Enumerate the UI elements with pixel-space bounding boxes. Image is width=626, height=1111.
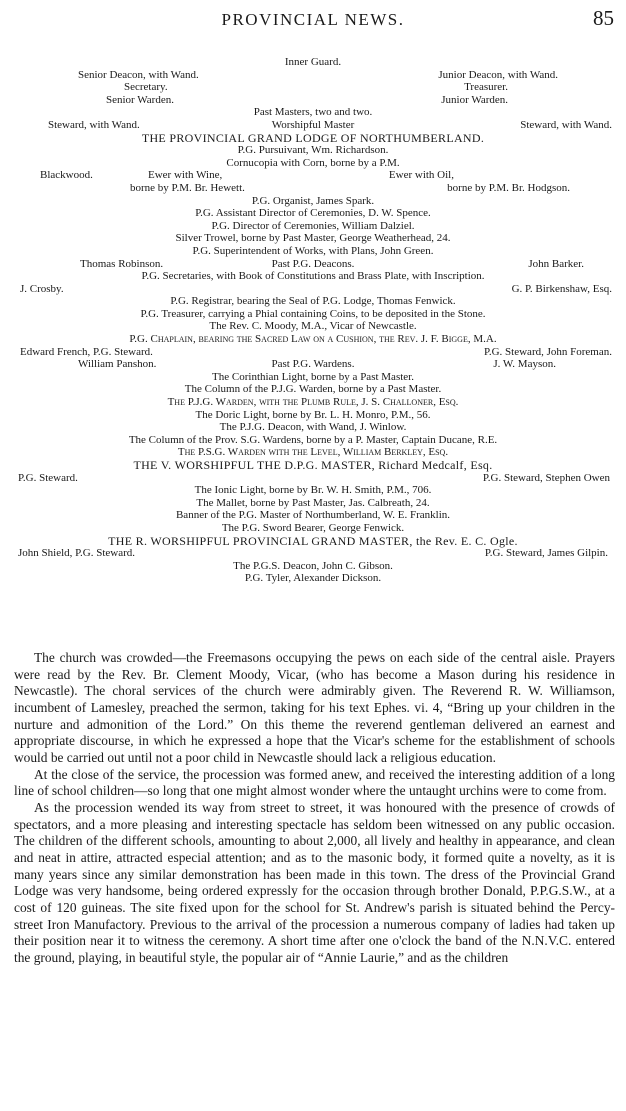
procession-left: borne by P.M. Br. Hewett. [130, 181, 245, 194]
body-paragraph: As the procession wended its way from street to street, it was honoured with the presence of crowds of spectators, and a more pleasing and interesting spectacle has seldom been witnessed on any public occasion. The children of the different schools, amounting to about 2,000, all lively and healthy in appearance, and clean and neat in attire, attracted especial attention; and as to the masonic body, it formed quite a novelty, as it is many years since any similar demonstration has been made in this town. The dress of the Provincial Grand Lodge was very handsome, being ordered expressly for the occasion through brother Donald, P.P.G.S.W., at a cost of 120 guineas. The site fixed upon for the school for St. Andrew's parish is situated behind the Percy-street Iron Manufactory. Previous to the arrival of the procession a numerous company of ladies had taken up their position near it to witness the ceremony. A short time after one o'clock the band of the N.N.V.C. entered the ground, playing, in beautiful style, the popular air of “Annie Laurie,” and as the children [14, 799, 615, 965]
procession-center: THE R. WORSHIPFUL PROVINCIAL GRAND MASTER, the Rev. E. C. Ogle. [108, 533, 518, 548]
procession-row [0, 472, 626, 485]
ewer-wine: Ewer with Wine, [148, 169, 223, 182]
procession-row [0, 459, 626, 472]
procession-center: The Corinthian Light, borne by a Past Master. [212, 370, 414, 383]
procession-row [0, 245, 626, 258]
procession-row [0, 346, 626, 359]
procession-center: Past Masters, two and two. [253, 106, 373, 119]
procession-row [0, 106, 626, 119]
body-paragraph: The church was crowded—the Freemasons occupying the pews on each side of the central aisle. Prayers were read by the Rev. Br. Clement Moody, Vicar, (who has become a Mason during his residence in Newcastle). The choral services of the church were admirably given. The Reverend R. W. Williamson, incumbent of Lamesley, preached the sermon, taking for his text Ephes. vi. 4, “Bring up your children in the nurture and admonition of the Lord.” On this theme the reverend gentleman delivered an earnest and appropriate discourse, in which he expressed a hope that the Vicar's scheme for the establishment of schools would be carried out until not a poor child in Newcastle should lack a religious education. [14, 650, 615, 765]
procession-left: John Shield, P.G. Steward. [18, 547, 136, 560]
procession-center: The Ionic Light, borne by Br. W. H. Smith, P.M., 706. [194, 484, 432, 497]
procession-row [0, 484, 626, 497]
procession-left: Secretary. [124, 81, 168, 94]
procession-center: THE V. WORSHIPFUL THE D.P.G. MASTER, Richard Medcalf, Esq. [133, 458, 493, 472]
procession-row [0, 295, 626, 308]
procession-list [0, 56, 626, 585]
procession-center: THE PROVINCIAL GRAND LODGE OF NORTHUMBERLAND. [141, 130, 485, 145]
procession-row [0, 144, 626, 157]
procession-center: P.G. Chaplain, bearing the Sacred Law on a Cushion, the Rev. J. F. Bigge, M.A. [129, 333, 497, 346]
procession-row [0, 258, 626, 271]
page-number: 85 [593, 6, 614, 30]
procession-row [0, 119, 626, 132]
procession-left: P.G. Steward. [18, 471, 78, 484]
procession-right: John Barker. [528, 257, 584, 270]
procession-center: P.G. Pursuivant, Wm. Richardson. [237, 144, 389, 157]
procession-row [0, 94, 626, 107]
procession-right: P.G. Steward, Stephen Owen [482, 471, 610, 484]
procession-center: P.G. Assistant Director of Ceremonies, D. W. Spence. [195, 207, 431, 220]
procession-left: Senior Deacon, with Wand. [78, 68, 199, 81]
procession-left: Blackwood. [40, 169, 93, 182]
procession-center: The P.J.G. Deacon, with Wand, J. Winlow. [219, 421, 407, 434]
procession-center: The Mallet, borne by Past Master, Jas. Calbreath, 24. [196, 496, 430, 509]
procession-row [0, 56, 626, 69]
procession-row [0, 320, 626, 333]
article-body [14, 650, 615, 966]
procession-center: Banner of the P.G. Master of Northumberland, W. E. Franklin. [175, 509, 451, 522]
procession-center: P.G. Secretaries, with Book of Constitutions and Brass Plate, with Inscription. [141, 270, 485, 283]
procession-left: Steward, with Wand. [48, 118, 140, 131]
procession-row [0, 497, 626, 510]
procession-center: The P.S.G. Warden with the Level, William Berkley, Esq. [177, 446, 449, 459]
procession-center: P.G. Superintendent of Works, with Plans, John Green. [192, 244, 434, 257]
procession-row [0, 509, 626, 522]
procession-row [0, 396, 626, 409]
procession-center: The Column of the P.J.G. Warden, borne by a Past Master. [184, 383, 442, 396]
procession-row [0, 371, 626, 384]
procession-row [0, 308, 626, 321]
procession-row [0, 81, 626, 94]
procession-row [0, 195, 626, 208]
running-title: PROVINCIAL NEWS. [221, 10, 405, 29]
procession-right: J. W. Mayson. [493, 358, 556, 371]
procession-left: William Panshon. [78, 358, 157, 371]
procession-row [0, 421, 626, 434]
procession-center: The P.G. Sword Bearer, George Fenwick. [221, 521, 405, 534]
procession-center: Past P.G. Deacons. [271, 257, 355, 270]
ewer-oil: Ewer with Oil, [388, 169, 454, 182]
procession-row [0, 182, 626, 195]
procession-center: Past P.G. Wardens. [271, 358, 355, 371]
procession-right: Junior Deacon, with Wand. [438, 68, 558, 81]
procession-center: P.G. Treasurer, carrying a Phial containing Coins, to be deposited in the Stone. [140, 307, 486, 320]
procession-row [0, 560, 626, 573]
procession-center: P.G. Tyler, Alexander Dickson. [244, 572, 382, 585]
procession-row [0, 220, 626, 233]
procession-row [0, 547, 626, 560]
running-header [0, 6, 626, 32]
procession-row [0, 434, 626, 447]
procession-row [0, 409, 626, 422]
procession-row [0, 283, 626, 296]
procession-right: borne by P.M. Br. Hodgson. [447, 181, 570, 194]
procession-right: G. P. Birkenshaw, Esq. [511, 282, 612, 295]
procession-row [0, 383, 626, 396]
procession-center: The Column of the Prov. S.G. Wardens, borne by a P. Master, Captain Ducane, R.E. [128, 433, 498, 446]
procession-left: Edward French, P.G. Steward. [20, 345, 153, 358]
procession-right: Steward, with Wand. [520, 118, 612, 131]
procession-row [0, 535, 626, 548]
procession-center: The Rev. C. Moody, M.A., Vicar of Newcastle. [209, 320, 417, 333]
procession-center: P.G. Registrar, bearing the Seal of P.G. Lodge, Thomas Fenwick. [170, 295, 456, 308]
procession-row [0, 270, 626, 283]
procession-left: Senior Warden. [106, 93, 174, 106]
procession-row [0, 333, 626, 346]
procession-center: Inner Guard. [284, 56, 342, 68]
procession-row [0, 132, 626, 145]
procession-right: Treasurer. [464, 81, 508, 94]
procession-row [0, 358, 626, 371]
procession-row [0, 232, 626, 245]
procession-center: P.G. Director of Ceremonies, William Dalziel. [211, 219, 415, 232]
procession-center: The P.J.G. Warden, with the Plumb Rule, J. S. Challoner, Esq. [167, 396, 459, 409]
procession-row [0, 157, 626, 170]
procession-center: Silver Trowel, borne by Past Master, George Weatherhead, 24. [175, 232, 451, 245]
procession-center: The P.G.S. Deacon, John C. Gibson. [233, 559, 393, 572]
procession-center: The Doric Light, borne by Br. L. H. Monro, P.M., 56. [195, 408, 431, 421]
procession-row [0, 572, 626, 585]
procession-left: Thomas Robinson. [80, 257, 164, 270]
body-paragraph: At the close of the service, the procession was formed anew, and received the interesting addition of a long line of school children—so long that one might almost wonder where the untaught urchins were to come from. [14, 766, 615, 799]
procession-right: Junior Warden. [441, 93, 508, 106]
procession-row [0, 169, 626, 182]
procession-right: P.G. Steward, James Gilpin. [484, 547, 608, 560]
procession-left: J. Crosby. [20, 282, 64, 295]
procession-center: P.G. Organist, James Spark. [251, 194, 375, 207]
procession-right: P.G. Steward, John Foreman. [483, 345, 612, 358]
procession-center: Worshipful Master [271, 118, 355, 131]
procession-row [0, 522, 626, 535]
procession-row [0, 69, 626, 82]
procession-row [0, 207, 626, 220]
procession-center: Cornucopia with Corn, borne by a P.M. [226, 156, 400, 169]
